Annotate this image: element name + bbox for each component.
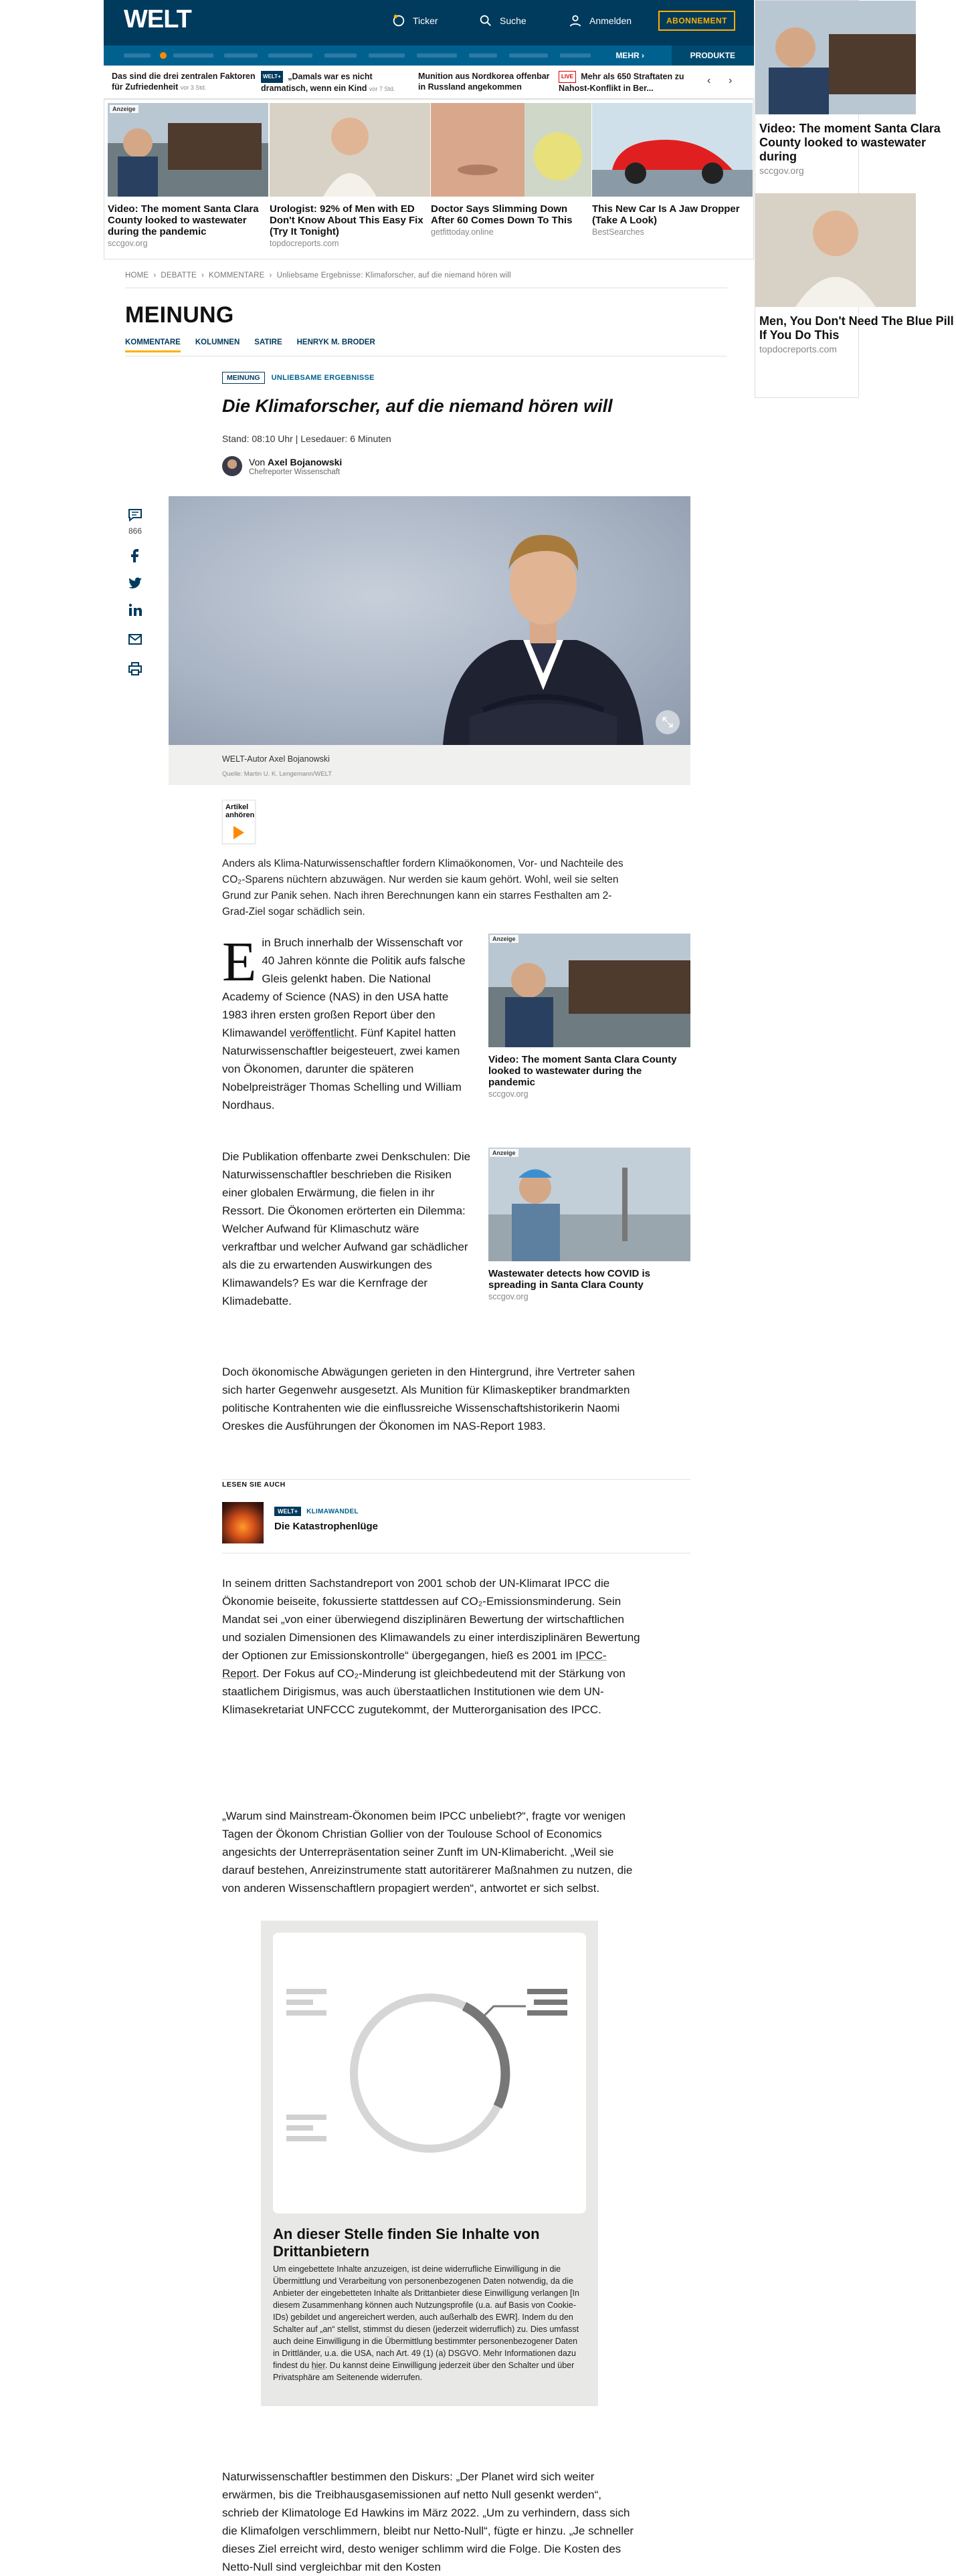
search-icon [478, 13, 493, 28]
linkedin-icon [127, 602, 143, 618]
author-prefix: Von [249, 456, 266, 467]
chevron-right-icon: › [153, 272, 157, 280]
ad-title: Video: The moment Santa Clara County looked to wastewater during the pandemic [488, 1054, 677, 1088]
donut-placeholder-graphic [273, 1933, 586, 2214]
author-avatar[interactable] [222, 456, 242, 476]
ad-image [270, 103, 430, 197]
article-dateline: Stand: 08:10 Uhr | Lesedauer: 6 Minuten [222, 433, 391, 444]
ad-image [755, 1, 916, 114]
ticker-item-text: Munition aus Nordkorea offenbar in Russland angekommen [418, 72, 550, 92]
comments-button[interactable] [126, 507, 145, 536]
ad-image [108, 103, 268, 197]
ad-source: topdocreports.com [270, 239, 339, 248]
ad-title: Wastewater detects how COVID is spreading in Santa Clara County [488, 1268, 651, 1291]
share-linkedin-button[interactable] [126, 602, 145, 621]
ticker-item-text: „Damals war es nicht dramatisch, wenn ein Kind [261, 72, 373, 93]
nav-item[interactable] [324, 53, 357, 58]
image-credit: Quelle: Martin U. K. Lengemann/WELT [222, 770, 332, 778]
login-label: Anmelden [589, 15, 632, 26]
ticker-item[interactable] [418, 71, 552, 92]
ad-card[interactable] [755, 1, 941, 176]
nav-item[interactable] [469, 53, 497, 58]
third-party-embed-placeholder [261, 1921, 598, 2406]
ad-card[interactable] [108, 103, 268, 248]
embed-consent-text [273, 2263, 586, 2383]
nav-item[interactable] [369, 53, 405, 58]
news-ticker [104, 66, 754, 99]
inline-link-published[interactable]: veröffentlicht [290, 1027, 355, 1039]
more-label: MEHR [615, 51, 640, 60]
ticker-item[interactable] [559, 71, 692, 94]
paragraph-2: Die Publikation offenbarte zwei Denkschulen: Die Naturwissenschaftler beschrieben die Risiken einer globalen Erwärmung, die fielen in ihr Ressort. Die Ökonomen erörterten ein Dilemma: Welcher Aufwand für Klimaschutz wäre verkraftbar und welcher Aufwand gar schädlicher als die zu erwartenden Auswirkungen des Klimawandels? Es war die Kernfrage der Klimadebatte. [222, 1150, 471, 1307]
welt-plus-badge: WELT+ [274, 1507, 301, 1516]
inline-link-ipcc-report[interactable]: IPCC-Report [222, 1649, 607, 1680]
breadcrumb-current: Unliebsame Ergebnisse: Klimaforscher, auf die niemand hören will [276, 272, 511, 280]
facebook-icon [127, 547, 143, 563]
image-caption-box [169, 745, 690, 785]
ad-source: sccgov.org [488, 1292, 529, 1301]
embed-preview-card [273, 1933, 586, 2214]
products-button[interactable]: PRODUKTE [672, 45, 754, 66]
ad-label: Anzeige [490, 935, 518, 943]
paragraph-4-text-a: In seinem dritten Sachstandreport von 2001 schob der UN-Klimarat IPCC die Ökonomie beiseite, fokussierte stattdessen auf CO₂-Emissionsminderung. Sein Mandat sei „von einer überwiegend disziplinären Bewertung der wirtschaftlichen und sozialen Dimensionen des Klimawandels zu einer interdisziplinären Bewertung der Optionen zur Emissionskontrolle“ übergegangen, hieß es 2001 im [222, 1577, 640, 1662]
section-subnav [125, 338, 375, 352]
paragraph-4 [222, 1574, 644, 1719]
sponsored-strip [104, 99, 754, 259]
ad-title: Doctor Says Slimming Down After 60 Comes Down To This [431, 203, 573, 226]
read-also-title: Die Katastrophenlüge [274, 1521, 379, 1532]
ad-source: sccgov.org [759, 165, 804, 176]
paragraph-3: Doch ökonomische Abwägungen gerieten in den Hintergrund, ihre Vertreter sahen sich harter Gegenwehr ausgesetzt. Als Munition für Klimaskeptiker brandmarkten politische Kontrahenten wie die einflussreiche Wissenschaftshistorikerin Naomi Oreskes die Ausführungen der Ökonomen im NAS-Report 1983. [222, 1366, 636, 1432]
live-badge: LIVE [559, 71, 576, 83]
read-also-heading: LESEN SIE AUCH [222, 1481, 286, 1489]
ticker-item-text: Das sind die drei zentralen Faktoren für Zufriedenheit [112, 72, 256, 92]
nav-item[interactable] [417, 53, 457, 58]
ad-source: sccgov.org [488, 1089, 529, 1099]
paragraph-1-text-b: . Fünf Kapitel hatten Naturwissenschaftler beigesteuert, zwei kamen von Ökonomen, darunter die späteren Nobelpreisträger Thomas Schelling und William Nordhaus. [222, 1027, 462, 1111]
paragraph-1-text-a: in Bruch innerhalb der Wissenschaft vor 40 Jahren könnte die Politik aufs falsche Gleis gelenkt haben. Die National Academy of Science (NAS) in den USA hatte 1983 ihren ersten großen Report über den Klimawandel [222, 936, 466, 1039]
more-menu-button[interactable] [606, 45, 654, 66]
article-teaser: Anders als Klima-Naturwissenschaftler fordern Klimaökonomen, Vor- und Nachteile des CO₂-Sparens nüchtern abzuwägen. Nur werden sie kaum gehört. Wohl, weil sie selten Grund zur Panik sehen. Nach ihren Berechnungen kann ein starres Festhalten am 2-Grad-Ziel sogar schädlich sein. [222, 858, 624, 918]
ad-card[interactable] [270, 103, 430, 248]
user-icon [568, 13, 583, 28]
breadcrumb-kommentare[interactable]: KOMMENTARE [208, 272, 265, 280]
image-caption: WELT-Autor Axel Bojanowski [222, 754, 330, 764]
login-button[interactable] [568, 13, 632, 28]
inline-ad-card[interactable] [488, 934, 690, 1099]
print-button[interactable] [126, 661, 145, 680]
paragraph-4-text-b: . Der Fokus auf CO₂-Minderung ist gleichbedeutend mit der Stärkung von staatlichem Dirigismus, was auch überstaatlichen Institutionen wie dem UN-Klimasekretariat UNFCCC zugutekommt, der Mutterorganisation des IPCC. [222, 1667, 626, 1716]
ad-card[interactable] [592, 103, 753, 237]
author-role: Chefreporter Wissenschaft [249, 467, 341, 476]
author-photo [429, 496, 657, 745]
nav-item[interactable] [224, 53, 258, 58]
ad-image [488, 934, 690, 1047]
nav-item[interactable] [509, 53, 548, 58]
author-name-line [249, 457, 342, 467]
right-sidebar-ad [755, 0, 954, 398]
chevron-right-icon: › [642, 51, 644, 60]
paragraph-5: „Warum sind Mainstream-Ökonomen beim IPCC unbeliebt?“, fragte vor wenigen Tagen der Ökonom Christian Gollier von der Toulouse School of Economics angesichts der Unterrepräsentation seiner Zunft im UN-Klimabericht. „Weil sie darauf bestehen, Anreizinstrumente statt autoritärerer Maßnahmen zu nutzen, die von anderen Wissenschaftlern propagiert werden“, antwortet er sich selbst. [222, 1810, 633, 1895]
ticker-label: Ticker [413, 15, 438, 26]
ad-label: Anzeige [110, 105, 138, 113]
expand-icon [661, 716, 674, 729]
article-kicker [222, 372, 375, 384]
drop-cap: E [222, 931, 257, 993]
nav-item[interactable] [173, 53, 213, 58]
author-name[interactable]: Axel Bojanowski [268, 456, 343, 467]
nav-item[interactable] [268, 53, 312, 58]
article-headline: Die Klimaforscher, auf die niemand hören will [222, 396, 613, 416]
ticker-next-button[interactable]: › [729, 75, 733, 86]
subnav-kommentare[interactable]: KOMMENTARE [125, 338, 181, 352]
paragraph-1 [222, 931, 476, 1114]
embed-heading: An dieser Stelle finden Sie Inhalte von Drittanbietern [273, 2226, 540, 2260]
section-title[interactable]: MEINUNG [125, 302, 234, 328]
ticker-prev-button[interactable]: ‹ [707, 75, 711, 86]
subscribe-button[interactable]: ABONNEMENT [658, 11, 735, 31]
breadcrumb-debatte[interactable]: DEBATTE [161, 272, 197, 280]
ad-source: topdocreports.com [759, 344, 837, 354]
read-also-image [222, 1502, 264, 1543]
comment-icon [127, 507, 143, 523]
mail-icon [127, 631, 143, 647]
ticker-link[interactable] [391, 13, 438, 28]
paragraph-6: Naturwissenschaftler bestimmen den Diskurs: „Der Planet wird sich weiter erwärmen, bis die Treibhausgasemissionen auf netto Null gesenkt werden“, schrieb der Klimatologe Ed Hawkins im März 2022. „Um zu verhindern, dass sich die Klimafolgen verschlimmern, bleibt nur Netto-Null“, fügte er hinzu. „Je schneller dieses Ziel erreicht wird, desto weniger schlimm wird die Folge. Die Kosten des Netto-Null sind vergleichbar mit den Kosten [222, 2470, 634, 2573]
ad-title: Men, You Don't Need The Blue Pill If You Do This [759, 314, 954, 342]
listen-article-button[interactable] [222, 800, 256, 844]
read-also-teaser[interactable] [222, 1502, 378, 1543]
ad-image [592, 103, 753, 197]
welt-logo[interactable]: WELT [124, 5, 191, 33]
ad-source: BestSearches [592, 227, 644, 237]
subnav-broder[interactable]: HENRYK M. BRODER [296, 338, 375, 346]
ticker-item-time: vor 7 Std. [369, 86, 395, 92]
ad-source: sccgov.org [108, 239, 148, 248]
search-button[interactable] [478, 13, 527, 28]
share-facebook-button[interactable] [126, 547, 145, 566]
ad-title: Video: The moment Santa Clara County looked to wastewater during [759, 122, 941, 163]
print-icon [127, 661, 143, 677]
live-dot-icon [160, 52, 167, 59]
opinion-tag: MEINUNG [222, 372, 265, 384]
ad-image [431, 103, 591, 197]
ticker-item[interactable] [261, 71, 408, 94]
inline-ad-card[interactable] [488, 1148, 690, 1301]
ad-label: Anzeige [490, 1149, 518, 1157]
ad-title: This New Car Is A Jaw Dropper (Take A Look) [592, 203, 740, 226]
embed-text-a: Um eingebettete Inhalte anzuzeigen, ist deine widerrufliche Einwilligung in die Übermittlung und Verarbeitung von personenbezogenen Daten notwendig, da die Anbieter der eingebetteten Inhalte als Drittanbieter diese Einwilligung verlangen [In diesem Zusammenhang können auch Nutzungsprofile (u.a. auf Basis von Cookie-IDs) gebildet und angereichert werden, auch außerhalb des EWR]. Indem du den Schalter auf „an“ stellst, stimmst du diesen (jederzeit widerruflich) zu. Dies umfasst auch deine Einwilligung in die Übermittlung bestimmter personenbezogener Daten in Drittländer, u.a. die USA, nach Art. 49 (1) (a) DSGVO. Mehr Informationen dazu findest du [273, 2264, 579, 2370]
share-email-button[interactable] [126, 631, 145, 651]
listen-label: Artikel anhören [225, 803, 255, 819]
site-header [104, 0, 754, 45]
ticker-item[interactable] [112, 71, 256, 93]
ad-source: getfittoday.online [431, 227, 494, 237]
ad-card[interactable] [755, 193, 954, 354]
ticker-item-time: vor 3 Std. [180, 84, 207, 91]
divider [222, 1479, 690, 1480]
expand-image-button[interactable] [656, 710, 680, 734]
chevron-right-icon: › [269, 272, 272, 280]
subnav-satire[interactable]: SATIRE [254, 338, 282, 346]
welt-plus-badge: WELT+ [261, 71, 283, 83]
play-icon [233, 826, 244, 839]
share-twitter-button[interactable] [126, 575, 145, 595]
read-also-tag: KLIMAWANDEL [306, 1508, 359, 1515]
ad-title: Video: The moment Santa Clara County looked to wastewater during the pandemic [108, 203, 259, 237]
ad-image [755, 193, 916, 307]
breadcrumb-home[interactable]: HOME [125, 272, 149, 280]
twitter-icon [127, 575, 143, 591]
comment-count: 866 [128, 526, 142, 536]
nav-item[interactable] [124, 53, 151, 58]
ad-title: Urologist: 92% of Men with ED Don't Know About This Easy Fix (Try It Tonight) [270, 203, 423, 237]
breadcrumb [125, 272, 511, 280]
kicker-text: UNLIEBSAME ERGEBNISSE [271, 374, 375, 382]
main-nav [104, 45, 754, 66]
ad-image [488, 1148, 690, 1261]
ticker-icon [391, 13, 406, 28]
nav-item[interactable] [560, 53, 591, 58]
author-block [222, 456, 342, 476]
embed-text-b: . Du kannst deine Einwilligung jederzeit über den Schalter und über Privatsphäre am Seitenende widerrufen. [273, 2361, 575, 2382]
ticker-item-text: Mehr als 650 Straftaten zu Nahost-Konflikt in Ber... [559, 72, 684, 93]
ad-card[interactable] [431, 103, 591, 237]
search-label: Suche [500, 15, 527, 26]
embed-more-info-link[interactable]: hier [311, 2361, 325, 2370]
hero-image[interactable] [169, 496, 690, 745]
chevron-right-icon: › [201, 272, 204, 280]
subnav-kolumnen[interactable]: KOLUMNEN [195, 338, 240, 346]
